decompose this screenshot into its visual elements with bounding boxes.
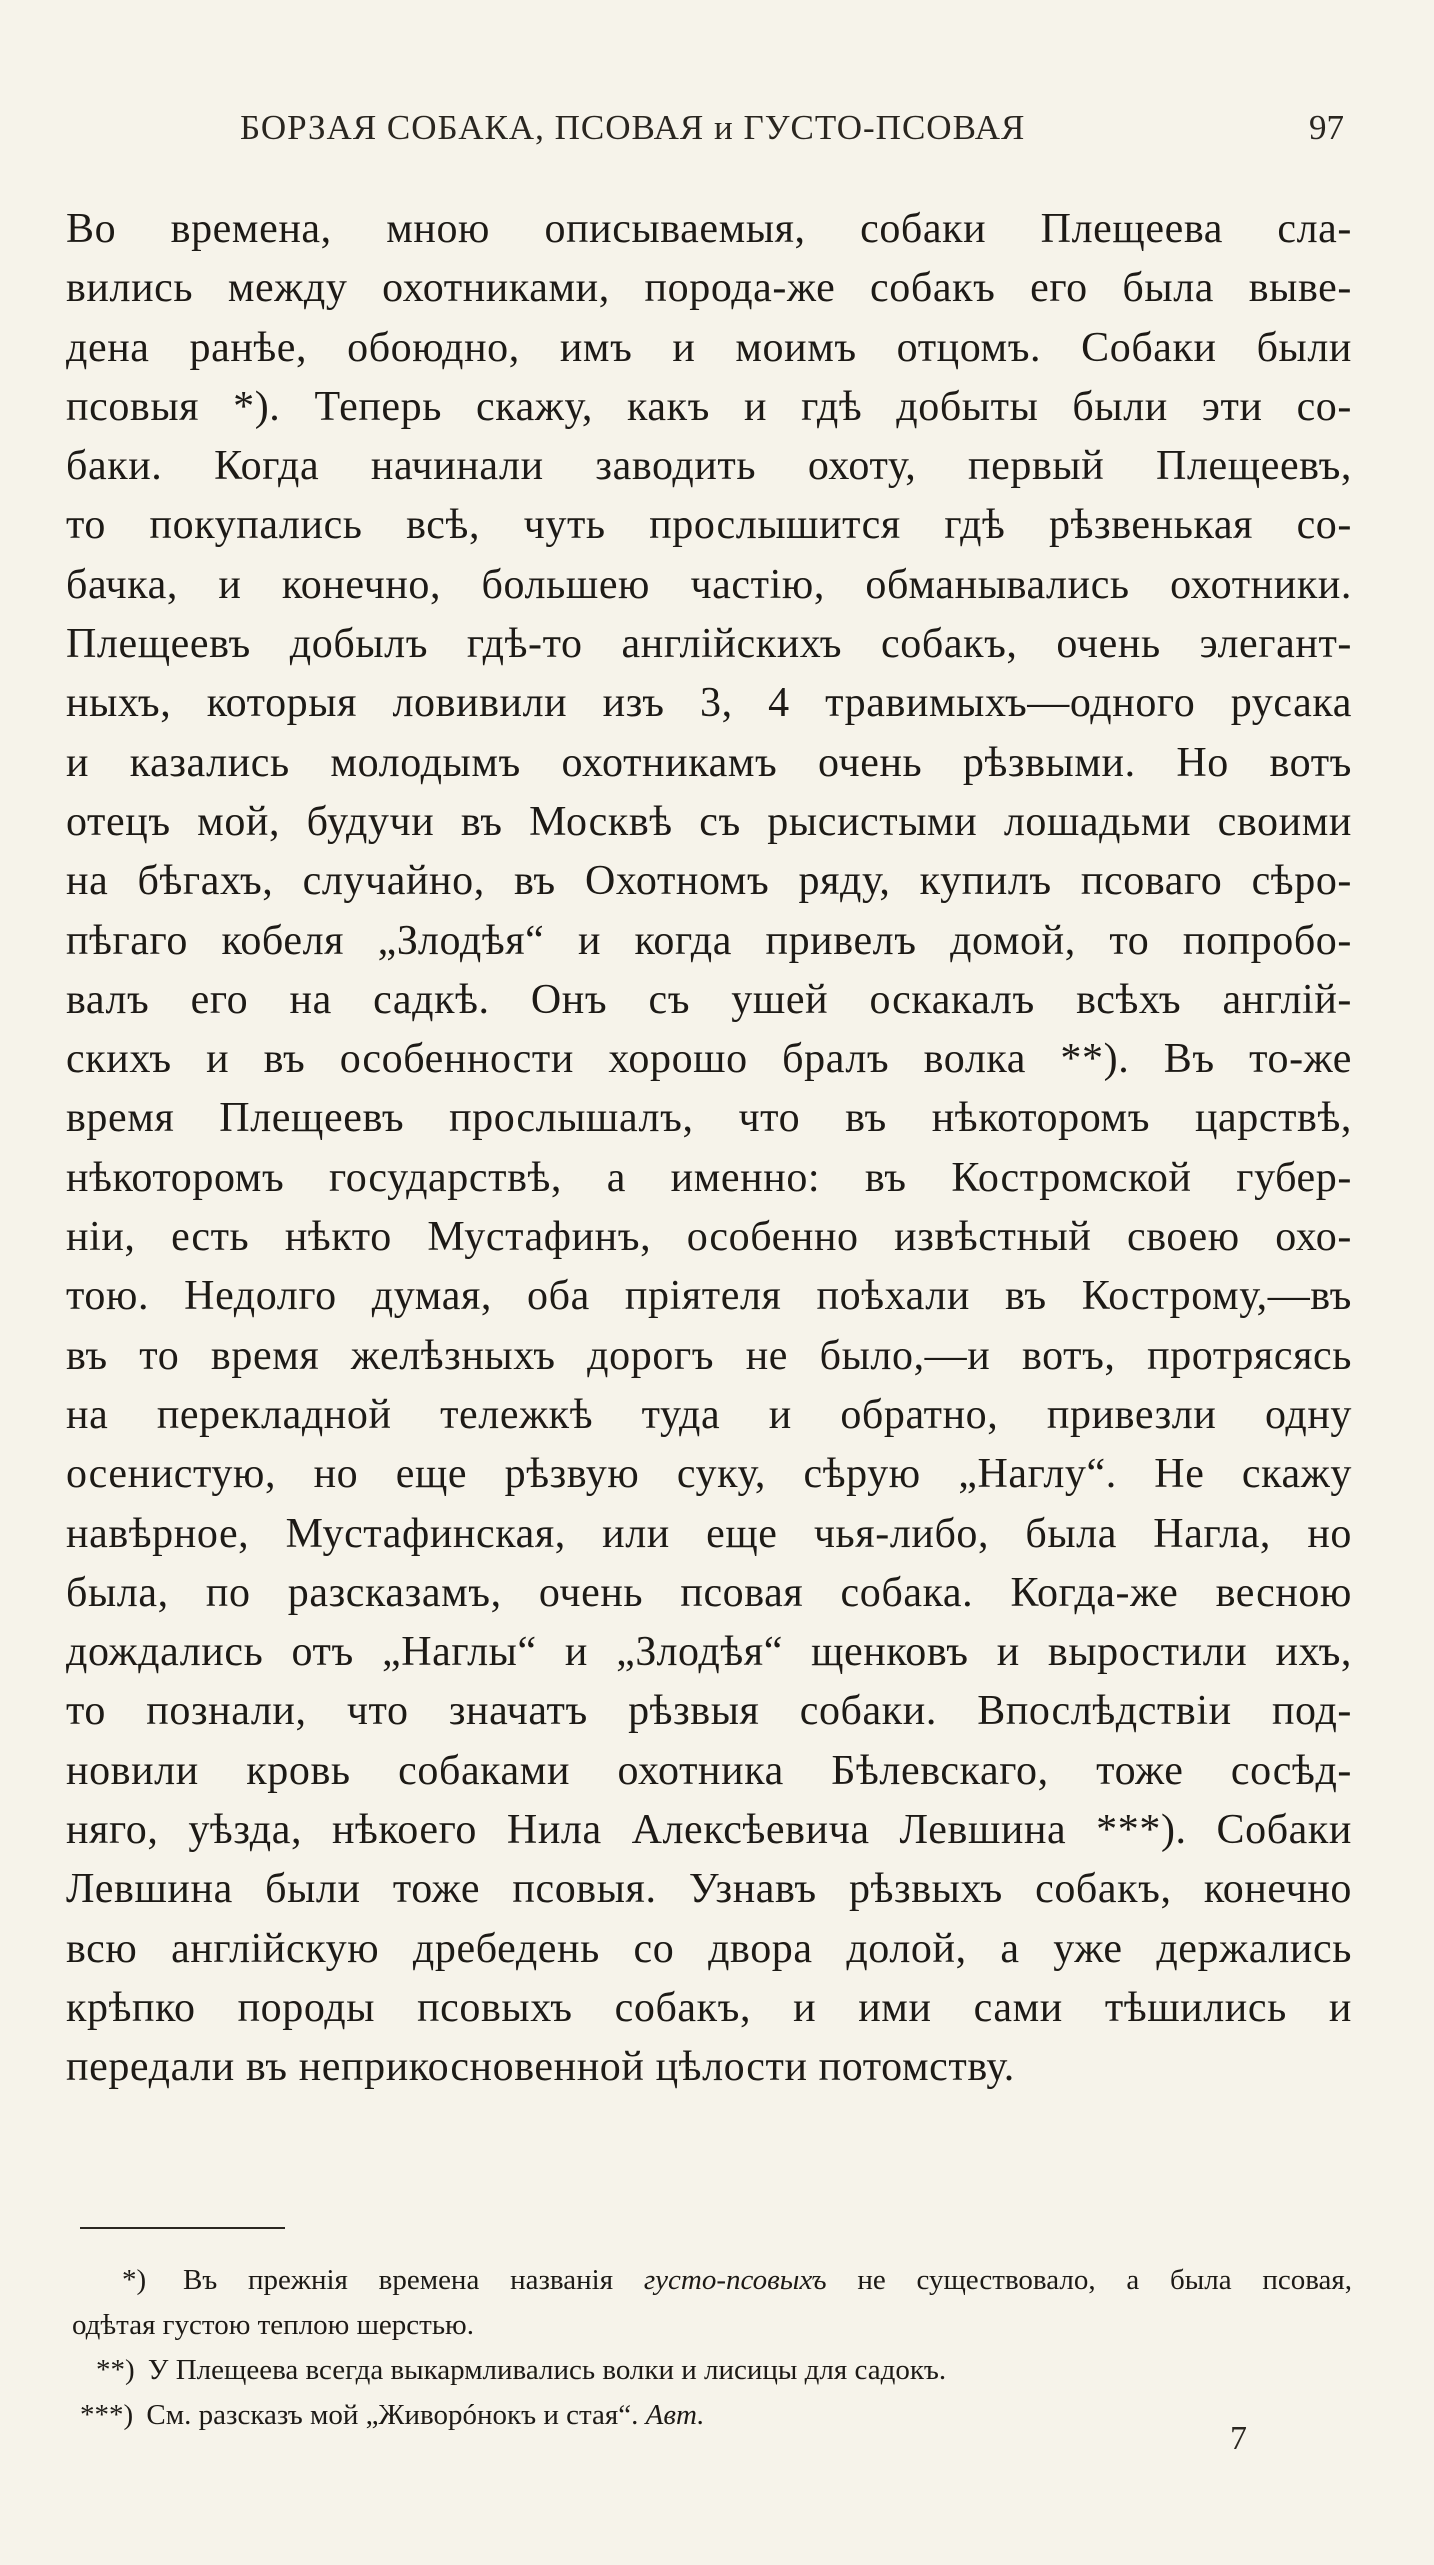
footnote-text: У Плещеева всегда выкармливались волки и лисицы для садокъ. — [147, 2354, 947, 2386]
author-note: Авт. — [645, 2399, 705, 2431]
text-line: Во времена, мною описываемыя, собаки Плещеева сла- — [66, 206, 1352, 252]
text-line: ныхъ, которыя ловивили изъ 3, 4 травимыхъ—одного русака — [66, 680, 1352, 727]
text-line: была, по разсказамъ, очень псовая собака. Когда-же весною — [66, 1569, 1352, 1616]
text-line: няго, уѣзда, нѣкоего Нила Алексѣевича Левшина ***). Собаки — [66, 1807, 1352, 1854]
footnote-1 — [72, 2258, 1352, 2303]
page-number: 97 — [1309, 108, 1344, 147]
running-title: БОРЗАЯ СОБАКА, ПСОВАЯ и ГУСТО-ПСОВАЯ — [240, 108, 1026, 147]
footnote-marker: **) — [96, 2354, 135, 2386]
footnote-marker: *) — [122, 2264, 147, 2296]
text-line: баки. Когда начинали заводить охоту, первый Плещеевъ, — [66, 443, 1352, 490]
text-line: то познали, что значатъ рѣзвыя собаки. Впослѣдствіи под- — [66, 1688, 1352, 1735]
text-line: бачка, и конечно, большею частію, обманывались охотники. — [66, 561, 1352, 608]
footnote-marker: ***) — [80, 2399, 134, 2431]
text-line: на бѣгахъ, случайно, въ Охотномъ ряду, купилъ псоваго сѣро- — [66, 858, 1352, 905]
footnote-1-continuation: одѣтая густою теплою шерстью. — [72, 2309, 474, 2341]
text-line: ніи, есть нѣкто Мустафинъ, особенно извѣстный своею охо- — [66, 1214, 1352, 1261]
text-line: отецъ мой, будучи въ Москвѣ съ рысистыми лошадьми своими — [66, 798, 1352, 845]
text-line: Левшина были тоже псовыя. Узнавъ рѣзвыхъ собакъ, конечно — [66, 1866, 1352, 1913]
text-line: крѣпко породы псовыхъ собакъ, и ими сами тѣшились и — [66, 1984, 1352, 2031]
text-line: нѣкоторомъ государствѣ, а именно: въ Костромской губер- — [66, 1154, 1352, 1201]
text-line: пѣгаго кобеля „Злодѣя“ и когда привелъ домой, то попробо- — [66, 917, 1352, 964]
text-line: скихъ и въ особенности хорошо бралъ волка **). Въ то-же — [66, 1036, 1352, 1083]
footnote-text: не существовало, а была псовая, — [857, 2264, 1353, 2296]
text-line: всю англійскую дребедень со двора долой, а уже держались — [66, 1925, 1352, 1972]
text-line: то покупались всѣ, чуть прослышится гдѣ рѣзвенькая со- — [66, 502, 1352, 549]
body-text — [66, 200, 1352, 2098]
text-line: вились между охотниками, порода-же собакъ его была выве- — [66, 265, 1352, 312]
footnote-text: Въ прежнія времена названія — [182, 2264, 614, 2296]
text-line: осенистую, но еще рѣзвую суку, сѣрую „Наглу“. Не скажу — [66, 1451, 1352, 1498]
text-line: тою. Недолго думая, оба пріятеля поѣхали въ Кострому,—въ — [66, 1273, 1352, 1320]
text-line: дена ранѣе, обоюдно, имъ и моимъ отцомъ. Собаки были — [66, 324, 1352, 371]
text-line: и казались молодымъ охотникамъ очень рѣзвыми. Но вотъ — [66, 739, 1352, 786]
signature-mark: 7 — [1230, 2420, 1247, 2457]
footnote-3 — [72, 2393, 1352, 2438]
footnote-2 — [72, 2348, 1352, 2393]
text-line: псовыя *). Теперь скажу, какъ и гдѣ добыты были эти со- — [66, 383, 1352, 430]
text-line: передали въ неприкосновенной цѣлости потомству. — [66, 2044, 1015, 2091]
text-line: дождались отъ „Наглы“ и „Злодѣя“ щенковъ и выростили ихъ, — [66, 1629, 1352, 1676]
text-line: время Плещеевъ прослышалъ, что въ нѣкоторомъ царствѣ, — [66, 1095, 1352, 1142]
footnote-text: См. разсказъ мой „Живорóнокъ и стая“. — [146, 2399, 639, 2431]
text-line: новили кровь собаками охотника Бѣлевскаго, тоже сосѣд- — [66, 1747, 1352, 1794]
footnote-rule — [80, 2227, 285, 2229]
footnotes — [72, 2258, 1352, 2438]
text-line: на перекладной тележкѣ туда и обратно, привезли одну — [66, 1391, 1352, 1438]
footnote-italic-term: густо-псовыхъ — [643, 2264, 827, 2296]
text-line: Плещеевъ добылъ гдѣ-то англійскихъ собакъ, очень элегант- — [66, 621, 1352, 668]
text-line: навѣрное, Мустафинская, или еще чья-либо, была Нагла, но — [66, 1510, 1352, 1557]
text-line: въ то время желѣзныхъ дорогъ не было,—и вотъ, протрясясь — [66, 1332, 1352, 1379]
running-head — [240, 108, 1344, 158]
text-line: валъ его на садкѣ. Онъ съ ушей оскакалъ всѣхъ англій- — [66, 976, 1352, 1023]
